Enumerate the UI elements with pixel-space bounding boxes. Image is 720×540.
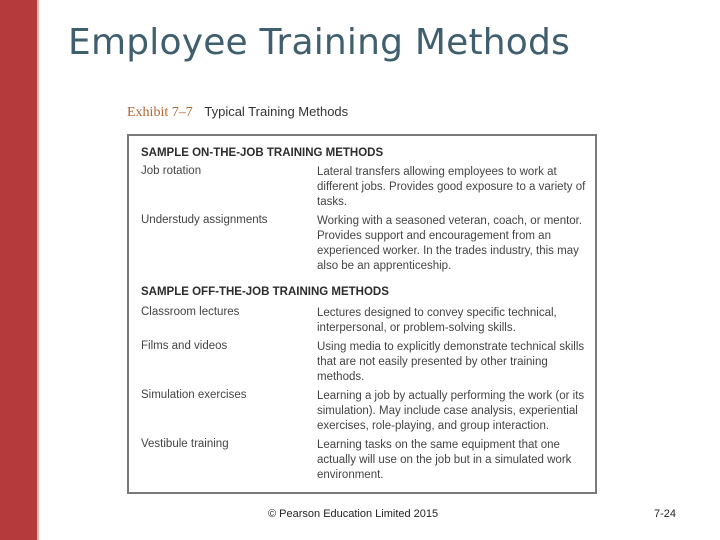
- desc-films-and-videos: Using media to explicitly demonstrate technical skills that are not easily presented by other training methods.: [317, 341, 585, 383]
- exhibit-label: [127, 104, 348, 121]
- method-films-and-videos: Films and videos: [141, 340, 228, 352]
- copyright-notice: © Pearson Education Limited 2015: [268, 508, 439, 520]
- method-classroom-lectures: Classroom lectures: [141, 306, 240, 318]
- page-number: 7-24: [654, 508, 677, 520]
- slide-title: Employee Training Methods: [68, 22, 571, 63]
- exhibit-number: Exhibit 7–7: [127, 105, 193, 120]
- left-accent-edge: [37, 0, 39, 540]
- method-vestibule-training: Vestibule training: [141, 438, 229, 450]
- off-the-job-header: SAMPLE OFF-THE-JOB TRAINING METHODS: [141, 286, 389, 298]
- on-the-job-header: SAMPLE ON-THE-JOB TRAINING METHODS: [141, 147, 384, 159]
- exhibit-caption: Typical Training Methods: [204, 104, 349, 119]
- desc-vestibule-training: Learning tasks on the same equipment that one actually will use on the job but in a simulated work environment.: [317, 439, 572, 481]
- method-understudy-assignments: Understudy assignments: [141, 214, 268, 226]
- method-simulation-exercises: Simulation exercises: [141, 389, 247, 401]
- left-accent-bar: [0, 0, 37, 540]
- desc-classroom-lectures: Lectures designed to convey specific technical, interpersonal, or problem-solving skills.: [317, 307, 557, 334]
- training-methods-table: [127, 134, 597, 494]
- desc-simulation-exercises: Learning a job by actually performing the work (or its simulation). May include case analysis, experiential exercises, role-playing, and group interaction.: [317, 390, 585, 432]
- desc-understudy-assignments: Working with a seasoned veteran, coach, or mentor. Provides support and encouragement from an experienced worker. In the trades industry, this may also be an apprenticeship.: [317, 215, 583, 272]
- desc-job-rotation: Lateral transfers allowing employees to work at different jobs. Provides good exposure to a variety of tasks.: [317, 166, 586, 208]
- method-job-rotation: Job rotation: [141, 165, 202, 177]
